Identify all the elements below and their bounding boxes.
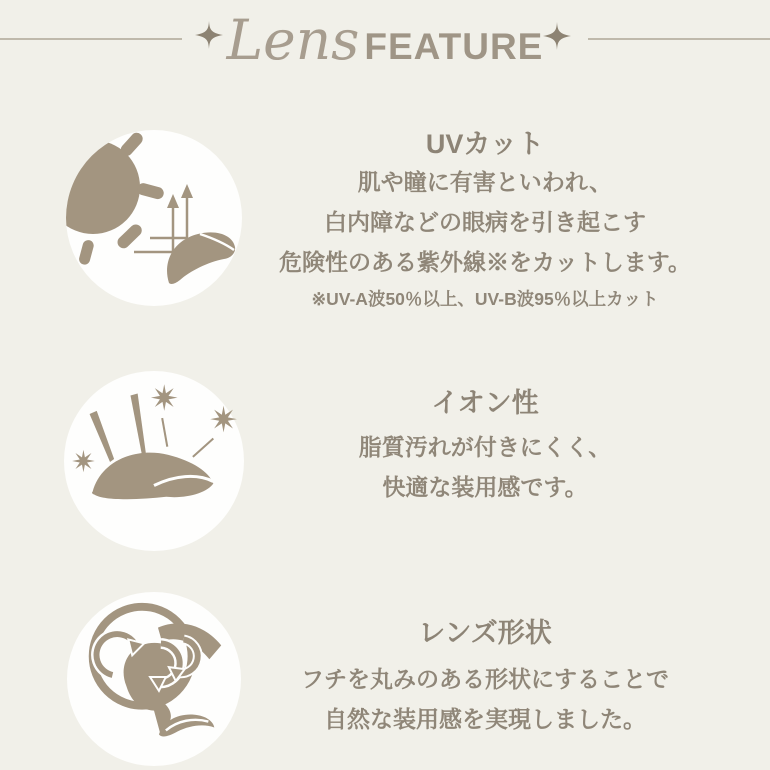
sparkle-icon	[542, 21, 572, 51]
feature-title: レンズ形状	[418, 618, 552, 648]
feature-body	[200, 427, 770, 507]
feature-body-line: 肌や瞳に有害といわれ、	[357, 169, 613, 195]
feature-body-line: 白内障などの眼病を引き起こす	[324, 209, 646, 235]
feature-body	[200, 162, 770, 282]
feature-title: UVカット	[425, 129, 545, 159]
title-caps-word: FEATURE	[364, 26, 544, 67]
feature-body-line: 快適な装用感です。	[382, 474, 588, 500]
feature-body-line: 危険性のある紫外線※をカットします。	[279, 249, 691, 275]
right-decorative-line	[588, 38, 770, 40]
feature-note: ※UV-A波50％以上、UV-B波95％以上カット	[311, 289, 659, 309]
feature-title: イオン性	[431, 388, 539, 418]
feature-body-line: 脂質汚れが付きにくく、	[358, 434, 612, 460]
header	[0, 0, 770, 82]
page-title	[0, 0, 770, 80]
feature-body	[200, 659, 770, 739]
title-script-word: Lens	[226, 8, 360, 72]
feature-body-line: フチを丸みのある形状にすることで	[301, 666, 669, 692]
feature-body-line: 自然な装用感を実現しました。	[324, 706, 646, 732]
